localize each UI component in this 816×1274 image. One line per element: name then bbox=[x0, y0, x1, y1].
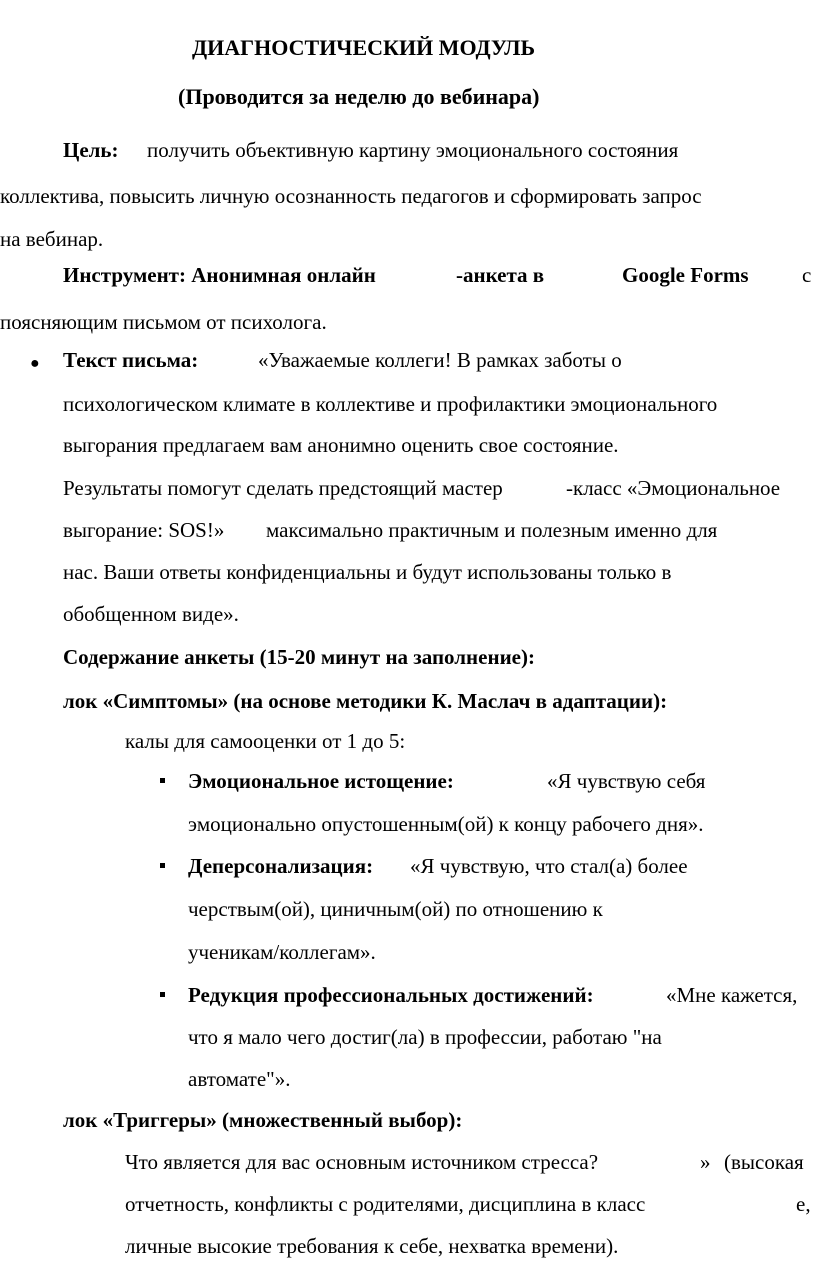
letter-text-line: максимально практичным и полезным именно для bbox=[266, 518, 718, 542]
instrument-text: с bbox=[802, 263, 812, 287]
symptom-label: Деперсонализация: bbox=[188, 854, 374, 878]
instrument-label-part: -анкета в bbox=[456, 263, 545, 287]
symptom-text-line: автомате"». bbox=[188, 1067, 291, 1091]
goal-label: Цель: bbox=[63, 138, 119, 162]
letter-text-line: психологическом климате в коллективе и профилактики эмоционального bbox=[63, 392, 718, 416]
letter-text-line: выгорания предлагаем вам анонимно оценить свое состояние. bbox=[63, 433, 619, 457]
triggers-text: » bbox=[700, 1150, 711, 1174]
letter-text-line: обобщенном виде». bbox=[63, 602, 239, 626]
square-bullet-icon bbox=[160, 992, 165, 997]
letter-text-line: -класс «Эмоциональное bbox=[566, 476, 781, 500]
document-subtitle: (Проводится за неделю до вебинара) bbox=[178, 84, 540, 109]
letter-text-line: Результаты помогут сделать предстоящий мастер bbox=[63, 476, 503, 500]
block-triggers-heading: лок «Триггеры» (множественный выбор): bbox=[63, 1108, 463, 1132]
goal-text-line: получить объективную картину эмоционального состояния bbox=[147, 138, 679, 162]
instrument-label: Инструмент: Анонимная онлайн bbox=[63, 263, 376, 287]
letter-text-line: выгорание: SOS!» bbox=[63, 518, 225, 542]
symptom-text-line: что я мало чего достиг(ла) в профессии, работаю "на bbox=[188, 1025, 662, 1049]
triggers-text-line: е, bbox=[796, 1192, 811, 1216]
instrument-platform: Google Forms bbox=[622, 263, 749, 287]
symptom-text-line: «Я чувствую себя bbox=[547, 769, 706, 793]
symptom-text-line: черствым(ой), циничным(ой) по отношению к bbox=[188, 897, 603, 921]
letter-label: Текст письма: bbox=[63, 348, 199, 372]
square-bullet-icon bbox=[160, 778, 165, 783]
triggers-question: Что является для вас основным источником стресса? bbox=[125, 1150, 599, 1174]
goal-text-line: коллектива, повысить личную осознанность педагогов и сформировать запрос bbox=[0, 184, 702, 208]
square-bullet-icon bbox=[160, 863, 165, 868]
symptom-label: Эмоциональное истощение: bbox=[188, 769, 454, 793]
symptom-text-line: «Я чувствую, что стал(а) более bbox=[410, 854, 688, 878]
document-title: ДИАГНОСТИЧЕСКИЙ МОДУЛЬ bbox=[192, 35, 536, 60]
content-heading: Содержание анкеты (15-20 минут на заполнение): bbox=[63, 645, 535, 669]
goal-text-line: на вебинар. bbox=[0, 227, 104, 251]
symptom-text-line: ученикам/коллегам». bbox=[188, 940, 376, 964]
symptom-text-line: эмоционально опустошенным(ой) к концу рабочего дня». bbox=[188, 812, 704, 836]
letter-text-line: нас. Ваши ответы конфиденциальны и будут использованы только в bbox=[63, 560, 672, 584]
scale-intro: калы для самооценки от 1 до 5: bbox=[125, 729, 406, 753]
bullet-dot-icon: ● bbox=[30, 355, 40, 372]
symptom-label: Редукция профессиональных достижений: bbox=[188, 983, 594, 1007]
symptom-text-line: «Мне кажется, bbox=[666, 983, 798, 1007]
triggers-text-line: отчетность, конфликты с родителями, дисциплина в класс bbox=[125, 1192, 646, 1216]
triggers-text-line: личные высокие требования к себе, нехватка времени). bbox=[125, 1234, 619, 1258]
triggers-text: (высокая bbox=[724, 1150, 804, 1174]
instrument-text-line: поясняющим письмом от психолога. bbox=[0, 310, 327, 334]
letter-text-line: «Уважаемые коллеги! В рамках заботы о bbox=[258, 348, 622, 372]
block-symptoms-heading: лок «Симптомы» (на основе методики К. Маслач в адаптации): bbox=[63, 689, 668, 713]
